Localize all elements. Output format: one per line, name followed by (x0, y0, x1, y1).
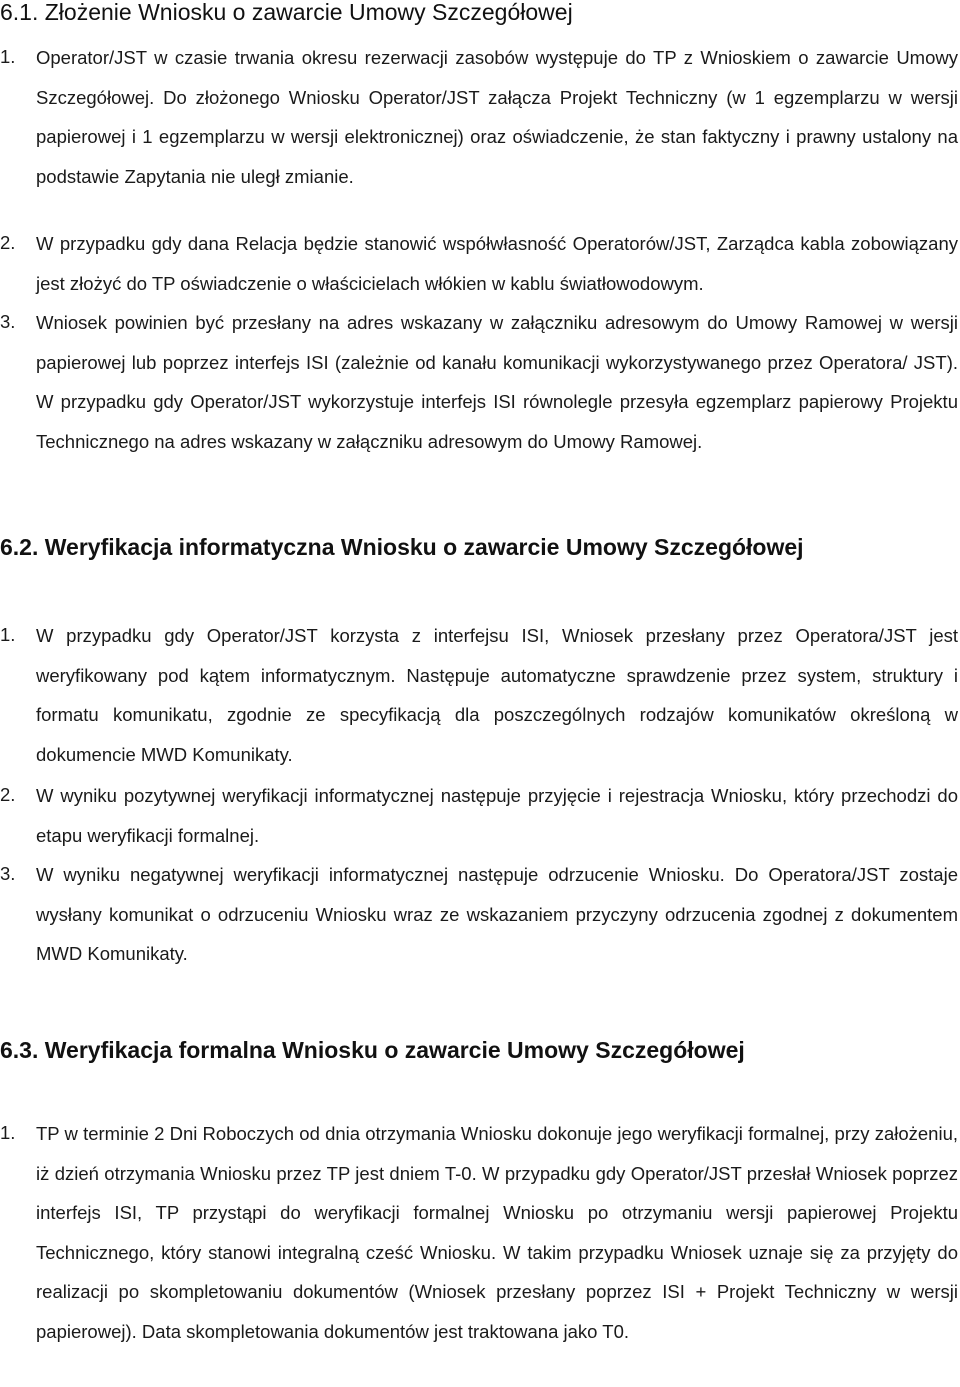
list-item (0, 1114, 958, 1352)
item-number: 2. (0, 784, 16, 805)
section-heading-6-2: 6.2. Weryfikacja informatyczna Wniosku o zawarcie Umowy Szczegółowej (0, 534, 804, 560)
item-text: W przypadku gdy dana Relacja będzie stanowić współwłasność Operatorów/JST, Zarządca kabla zobowiązany jest złożyć do TP oświadczenie o właścicielach włókien w kablu światłowodowym. (36, 233, 958, 294)
section-heading-6-3: 6.3. Weryfikacja formalna Wniosku o zawarcie Umowy Szczegółowej (0, 1037, 745, 1063)
item-number: 1. (0, 46, 16, 67)
item-text: TP w terminie 2 Dni Roboczych od dnia otrzymania Wniosku dokonuje jego weryfikacji formalnej, przy założeniu, iż dzień otrzymania Wniosku przez TP jest dniem T-0. W przypadku gdy Operator/JST przesłał Wniosek poprzez interfejs ISI, TP przystąpi do weryfikacji formalnej Wniosku po otrzymaniu wersji papierowej Projektu Technicznego, który stanowi integralną cześć Wniosku. W takim przypadku Wniosek uznaje się za przyjęty do realizacji po skompletowaniu dokumentów (Wniosek przesłany poprzez ISI + Projekt Techniczny w wersji papierowej). Data skompletowania dokumentów jest traktowana jako T0. (36, 1123, 958, 1342)
item-text: Operator/JST w czasie trwania okresu rezerwacji zasobów występuje do TP z Wnioskiem o zawarcie Umowy Szczegółowej. Do złożonego Wniosku Operator/JST załącza Projekt Techniczny (w 1 egzemplarzu w wersji papierowej i 1 egzemplarzu w wersji elektronicznej) oraz oświadczenie, że stan faktyczny i prawny ustalony na podstawie Zapytania nie uległ zmianie. (36, 47, 958, 187)
item-text: W wyniku negatywnej weryfikacji informatycznej następuje odrzucenie Wniosku. Do Operatora/JST zostaje wysłany komunikat o odrzuceniu Wniosku wraz ze wskazaniem przyczyny odrzucenia zgodnej z dokumentem MWD Komunikaty. (36, 864, 958, 965)
list-item (0, 776, 958, 855)
item-text: W wyniku pozytywnej weryfikacji informatycznej następuje przyjęcie i rejestracja Wniosku, który przechodzi do etapu weryfikacji formalnej. (36, 785, 958, 846)
section-heading-6-1: 6.1. Złożenie Wniosku o zawarcie Umowy Szczegółowej (0, 0, 573, 25)
item-text: W przypadku gdy Operator/JST korzysta z interfejsu ISI, Wniosek przesłany przez Operatora/JST jest weryfikowany pod kątem informatycznym. Następuje automatyczne sprawdzenie przez system, struktury i formatu komunikatu, zgodnie ze specyfikacją dla poszczególnych rodzajów komunikatów określoną w dokumencie MWD Komunikaty. (36, 625, 958, 765)
list-item (0, 616, 958, 774)
item-number: 3. (0, 311, 16, 332)
list-item (0, 855, 958, 974)
item-number: 2. (0, 232, 16, 253)
item-number: 3. (0, 863, 16, 884)
list-item (0, 38, 958, 196)
item-number: 1. (0, 1122, 16, 1143)
list-item (0, 224, 958, 303)
list-item (0, 303, 958, 461)
item-number: 1. (0, 624, 16, 645)
item-text: Wniosek powinien być przesłany na adres wskazany w załączniku adresowym do Umowy Ramowej w wersji papierowej lub poprzez interfejs ISI (zależnie od kanału komunikacji wykorzystywanego przez Operatora/ JST). W przypadku gdy Operator/JST wykorzystuje interfejs ISI równolegle przesyła egzemplarz papierowy Projektu Technicznego na adres wskazany w załączniku adresowym do Umowy Ramowej. (36, 312, 958, 452)
